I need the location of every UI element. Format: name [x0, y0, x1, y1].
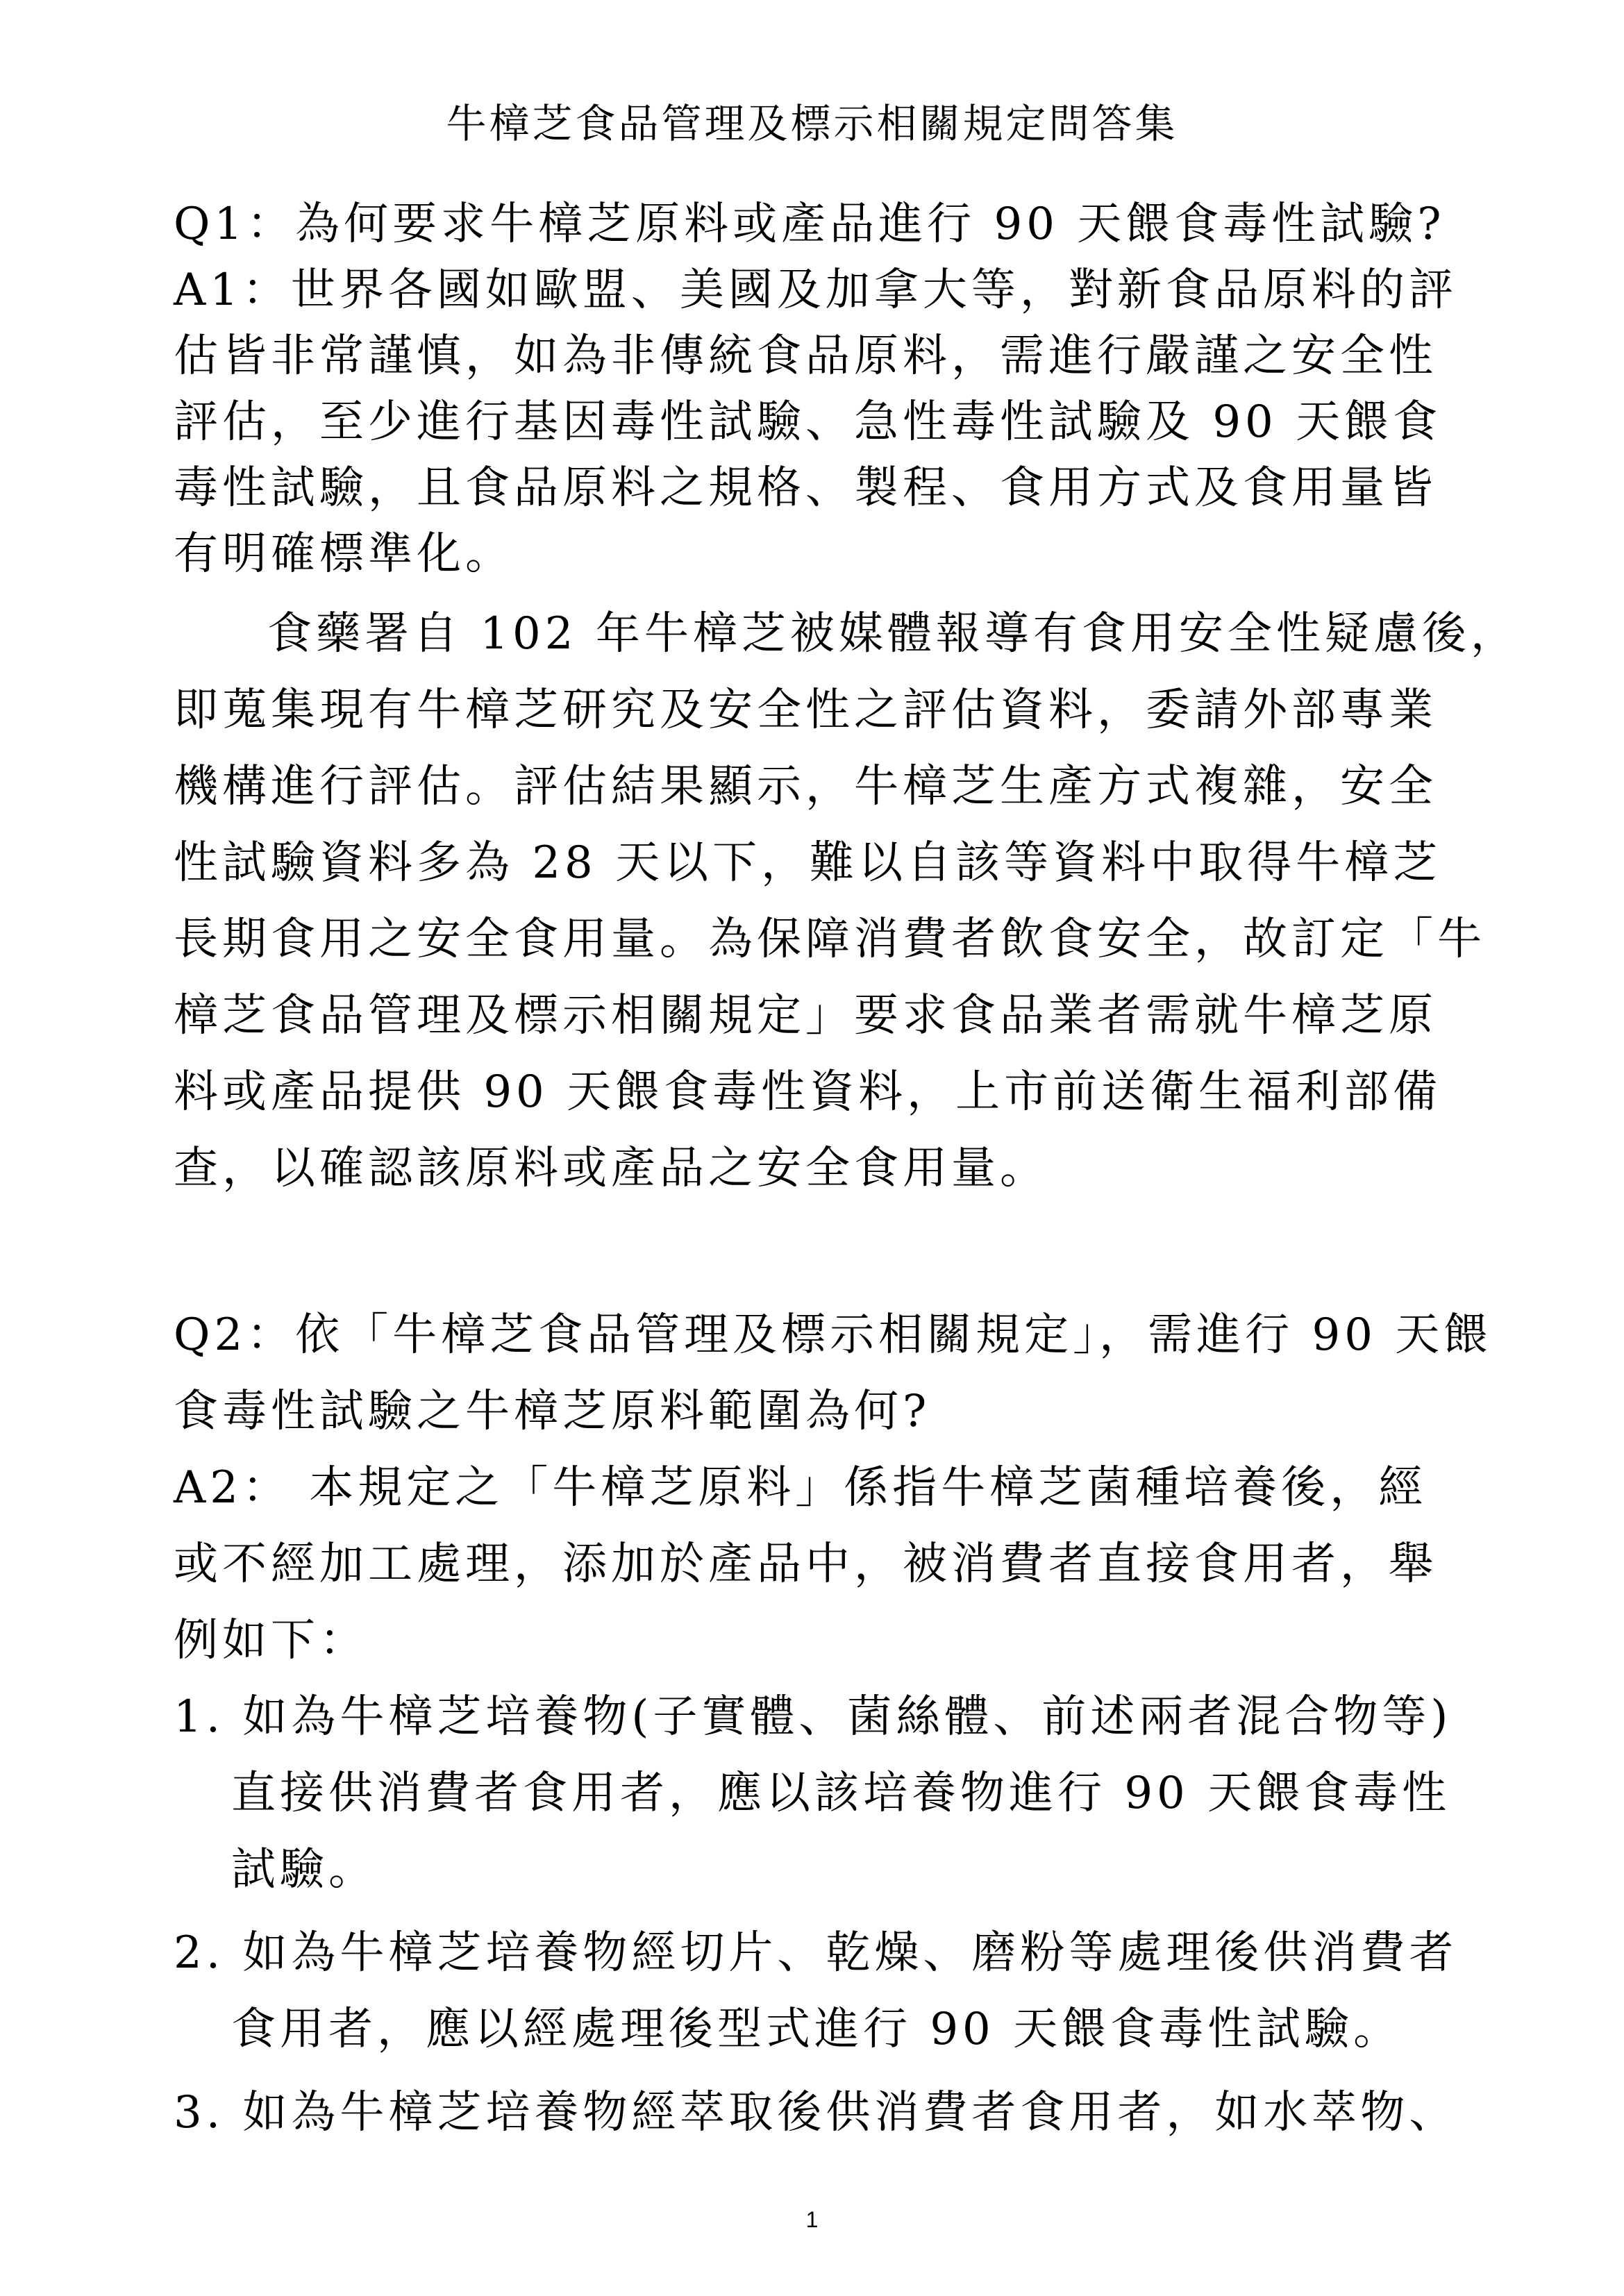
list-item-2-cont: 食用者，應以經處理後型式進行 90 天餵食毒性試驗。: [231, 2004, 1403, 2055]
a2-line: 例如下：: [174, 1615, 368, 1666]
q1-question: Q1：為何要求牛樟芝原料或產品進行 90 天餵食毒性試驗?: [174, 199, 1446, 250]
a1-paragraph-line: 查，以確認該原料或產品之安全食用量。: [174, 1143, 1048, 1194]
a1-line: 評估，至少進行基因毒性試驗、急性毒性試驗及 90 天餵食: [174, 396, 1442, 448]
list-item-3: 3. 如為牛樟芝培養物經萃取後供消費者食用者，如水萃物、: [174, 2087, 1458, 2138]
list-item-1-cont: 直接供消費者食用者，應以該培養物進行 90 天餵食毒性: [231, 1768, 1451, 1819]
a1-line: A1：世界各國如歐盟、美國及加拿大等，對新食品原料的評: [174, 265, 1457, 316]
a1-line: 毒性試驗，且食品原料之規格、製程、食用方式及食用量皆: [174, 462, 1437, 514]
a1-line: 估皆非常謹慎，如為非傳統食品原料，需進行嚴謹之安全性: [174, 330, 1437, 382]
a2-line: 或不經加工處理，添加於產品中，被消費者直接食用者，舉: [174, 1539, 1437, 1590]
a1-line: 有明確標準化。: [174, 528, 514, 580]
a1-paragraph-line: 即蒐集現有牛樟芝研究及安全性之評估資料，委請外部專業: [174, 685, 1437, 736]
page-title: 牛樟芝食品管理及標示相關規定問答集: [446, 100, 1178, 147]
list-item-2: 2. 如為牛樟芝培養物經切片、乾燥、磨粉等處理後供消費者: [174, 1927, 1458, 1979]
page-number: 1: [805, 2207, 819, 2232]
a1-paragraph-line: 料或產品提供 90 天餵食毒性資料，上市前送衛生福利部備: [174, 1066, 1442, 1118]
a1-paragraph-line: 長期食用之安全食用量。為保障消費者飲食安全，故訂定「牛: [174, 914, 1486, 965]
q2-question: 食毒性試驗之牛樟芝原料範圍為何?: [174, 1386, 931, 1437]
a2-line: A2： 本規定之「牛樟芝原料」係指牛樟芝菌種培養後，經: [174, 1462, 1428, 1514]
a1-paragraph-line: 機構進行評估。評估結果顯示，牛樟芝生產方式複雜，安全: [174, 761, 1437, 812]
q2-question: Q2：依「牛樟芝食品管理及標示相關規定」，需進行 90 天餵: [174, 1309, 1493, 1361]
list-item-1-cont: 試驗。: [231, 1844, 377, 1895]
a1-paragraph-line: 食藥署自 102 年牛樟芝被媒體報導有食用安全性疑慮後，: [267, 608, 1519, 660]
a1-paragraph-line: 性試驗資料多為 28 天以下，難以自該等資料中取得牛樟芝: [174, 837, 1442, 889]
list-item-1: 1. 如為牛樟芝培養物(子實體、菌絲體、前述兩者混合物等): [174, 1691, 1453, 1743]
a1-paragraph-line: 樟芝食品管理及標示相關規定」要求食品業者需就牛樟芝原: [174, 990, 1437, 1041]
